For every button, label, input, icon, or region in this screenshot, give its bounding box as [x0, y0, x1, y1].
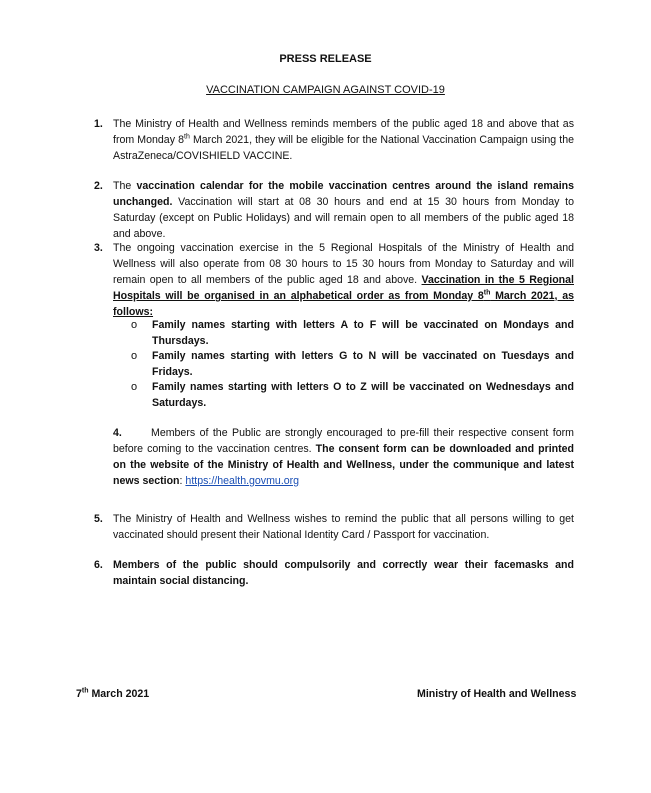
ministry-signature: Ministry of Health and Wellness	[417, 688, 577, 700]
item-2-bold-text: vaccination calendar for the mobile vaccination centres around the island remains unchanged.	[113, 180, 574, 208]
release-date	[76, 688, 149, 700]
item-3-underlined-text-b: March 2021, as follows:	[113, 290, 574, 318]
bullet-item-a-to-f: Family names starting with letters A to F will be vaccinated on Mondays and Thursdays.	[152, 319, 574, 347]
item-number-2: 2.	[94, 180, 103, 192]
bullet-icon: o	[131, 381, 138, 393]
item-4-text-a: Members of the Public are strongly encouraged to pre-fill their respective consent form before coming to the vaccination centres.	[113, 427, 574, 455]
item-2-paragraph	[113, 178, 574, 242]
item-1-text-a: The Ministry of Health and Wellness reminds members of the public aged 18 and above that as from Monday 8	[113, 118, 574, 146]
item-4-bold-text: The consent form can be downloaded and printed on the website of the Ministry of Health and Wellness, under the communique and latest news section	[113, 443, 575, 487]
item-number-3: 3.	[94, 242, 103, 254]
item-3-text-a: The ongoing vaccination exercise in the 5 Regional Hospitals of the Ministry of Health and Wellness will also operate from 08 30 hours to 15 30 hours from Monday to Saturday and will remain open to all members of the public aged 18 and above.	[113, 242, 574, 286]
date-superscript: th	[81, 687, 89, 695]
page-subtitle: VACCINATION CAMPAIGN AGAINST COVID-19	[206, 84, 445, 96]
item-1-text-b: March 2021, they will be eligible for the National Vaccination Campaign using the AstraZeneca/COVISHIELD VACCINE.	[113, 134, 574, 162]
date-rest: March 2021	[88, 688, 150, 700]
health-website-link[interactable]: https://health.govmu.org	[185, 475, 300, 487]
item-4-paragraph	[113, 425, 574, 489]
bullet-item-o-to-z: Family names starting with letters O to Z will be vaccinated on Wednesdays and Saturdays.	[152, 381, 574, 409]
date-day: 7	[76, 688, 82, 700]
item-3-underlined-text-a: Vaccination in the 5 Regional Hospitals will be organised in an alphabetical order as from Monday 8	[113, 274, 574, 302]
item-1-paragraph	[113, 116, 574, 164]
item-3-paragraph	[113, 240, 574, 320]
item-1-superscript: th	[184, 133, 190, 141]
bullet-item-g-to-n: Family names starting with letters G to N will be vaccinated on Tuesdays and Fridays.	[152, 350, 574, 378]
item-2-text-b: Vaccination will start at 08 30 hours and end at 15 30 hours from Monday to Saturday (except on Public Holidays) and will remain open to all members of the public aged 18 and above.	[113, 196, 574, 240]
item-number-4: 4.	[113, 427, 122, 439]
bullet-icon: o	[131, 350, 138, 362]
item-4-colon: :	[179, 475, 186, 487]
item-number-1: 1.	[94, 118, 103, 130]
item-5-paragraph: The Ministry of Health and Wellness wishes to remind the public that all persons willing to get vaccinated should present their National Identity Card / Passport for vaccination.	[113, 513, 574, 541]
item-3-superscript: th	[483, 289, 491, 297]
item-2-text-a: The	[113, 180, 137, 192]
bullet-icon: o	[131, 319, 138, 331]
item-6-paragraph: Members of the public should compulsorily and correctly wear their facemasks and maintain social distancing.	[113, 559, 574, 587]
item-number-6: 6.	[94, 559, 103, 571]
page-title: PRESS RELEASE	[279, 53, 372, 65]
item-number-5: 5.	[94, 513, 103, 525]
